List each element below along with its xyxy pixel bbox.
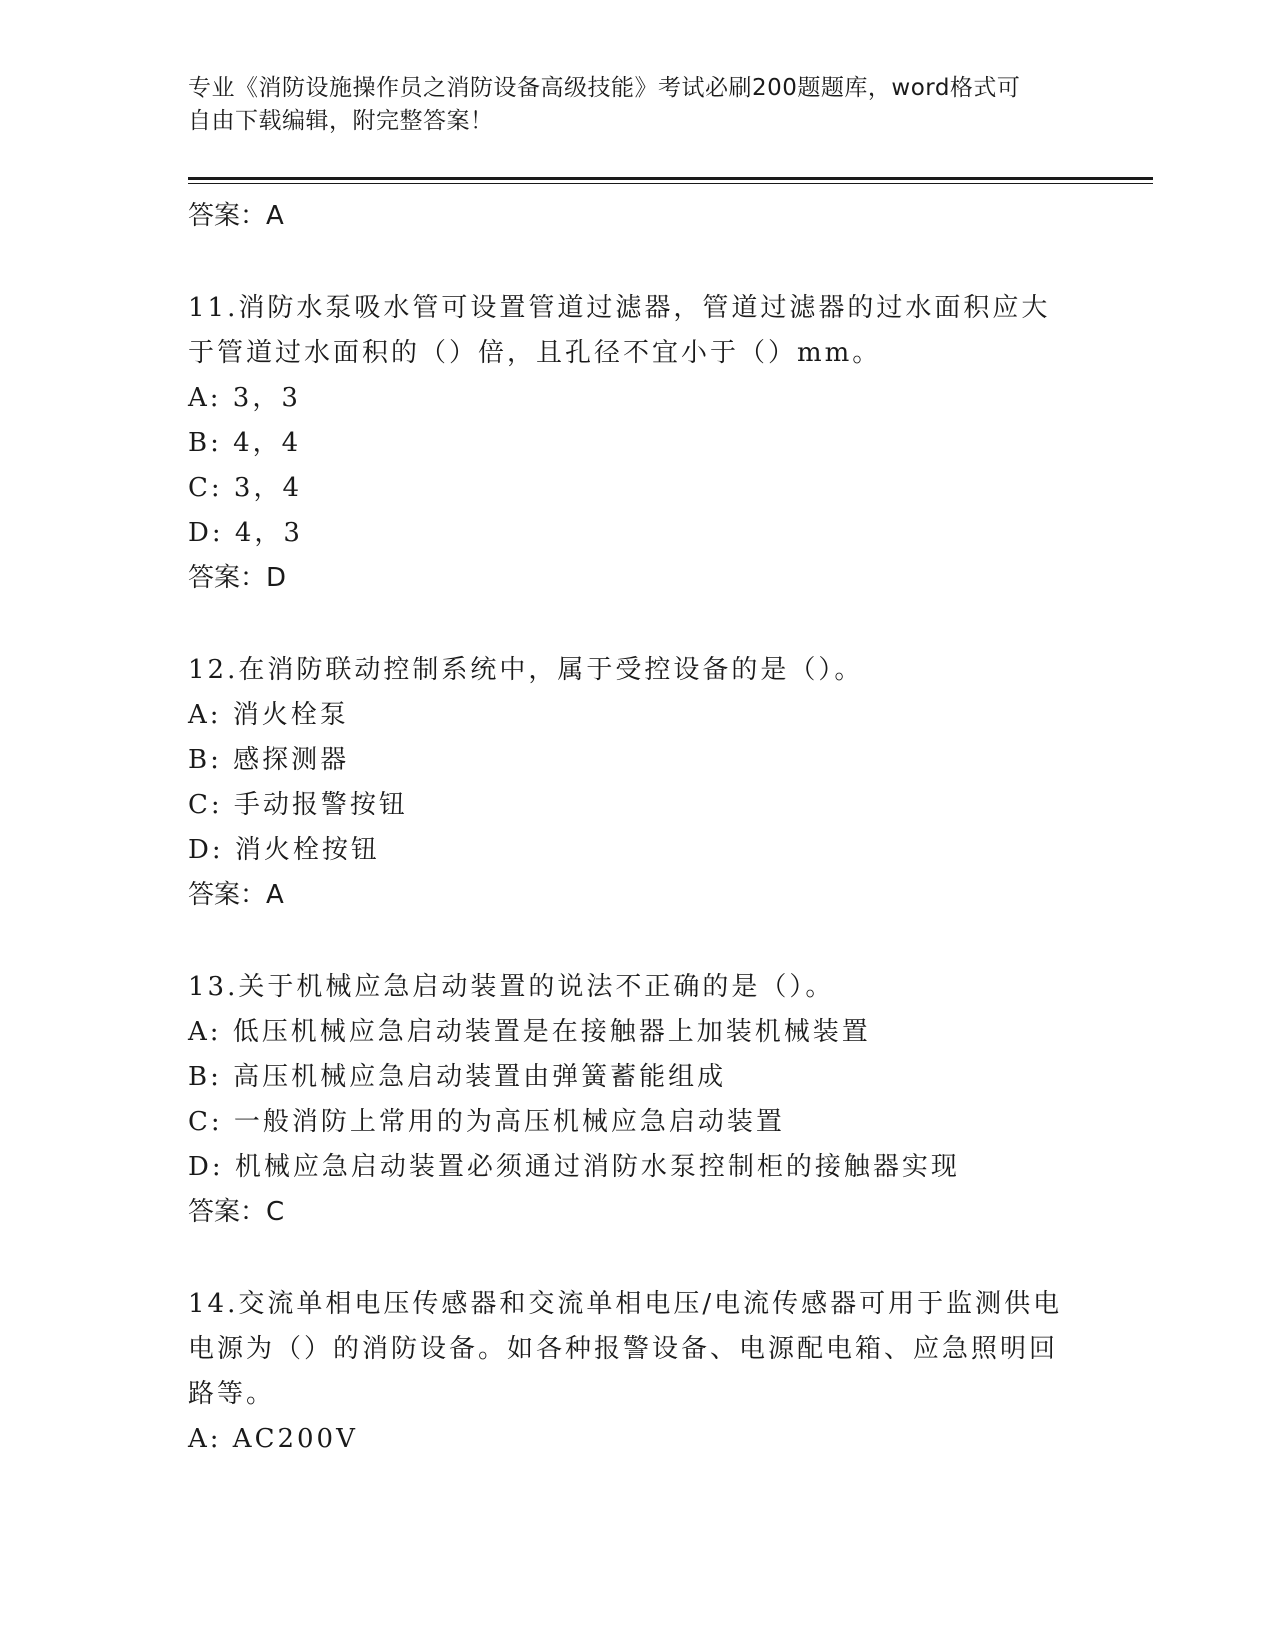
- option-d: D: 机械应急启动装置必须通过消防水泵控制柜的接触器实现: [188, 1152, 960, 1182]
- question-stem: 11.消防水泵吸水管可设置管道过滤器，管道过滤器的过水面积应大于管道过水面积的（）倍，且孔径不宜小于（）mm。: [188, 293, 1051, 368]
- header-line-2: 自由下载编辑，附完整答案！: [188, 108, 494, 134]
- option-d: D: 4，3: [188, 518, 303, 548]
- option-b: B: 感探测器: [188, 745, 350, 775]
- question-stem: 14.交流单相电压传感器和交流单相电压/电流传感器可用于监测供电电源为（）的消防设备。如各种报警设备、电源配电箱、应急照明回路等。: [188, 1289, 1063, 1409]
- option-c: C: 一般消防上常用的为高压机械应急启动装置: [188, 1107, 785, 1137]
- question-list: [188, 190, 1088, 1462]
- option-d: D: 消火栓按钮: [188, 835, 380, 865]
- option-b: B: 4，4: [188, 428, 302, 458]
- option-a: A: AC200V: [188, 1424, 358, 1454]
- option-c: C: 手动报警按钮: [188, 790, 408, 820]
- option-a: A: 消火栓泵: [188, 700, 349, 730]
- document-header: [188, 72, 1068, 138]
- option-a: A: 3，3: [188, 383, 301, 413]
- question-13: [188, 965, 1088, 1234]
- question-stem: 12.在消防联动控制系统中，属于受控设备的是（）。: [188, 655, 864, 685]
- question-14: [188, 1282, 1088, 1462]
- header-line-1: 专业《消防设施操作员之消防设备高级技能》考试必刷200题题库，word格式可: [188, 75, 1021, 101]
- header-divider-thin: [188, 183, 1153, 184]
- option-a: A: 低压机械应急启动装置是在接触器上加装机械装置: [188, 1017, 871, 1047]
- question-11: [188, 286, 1088, 600]
- question-answer: 答案：A: [188, 880, 284, 910]
- header-divider-thick: [188, 177, 1153, 180]
- question-12: [188, 648, 1088, 917]
- question-answer: 答案：D: [188, 563, 287, 593]
- option-b: B: 高压机械应急启动装置由弹簧蓄能组成: [188, 1062, 727, 1092]
- question-stem: 13.关于机械应急启动装置的说法不正确的是（）。: [188, 972, 835, 1002]
- question-answer: 答案：C: [188, 1197, 285, 1227]
- previous-question-answer: 答案：A: [188, 201, 284, 231]
- option-c: C: 3，4: [188, 473, 303, 503]
